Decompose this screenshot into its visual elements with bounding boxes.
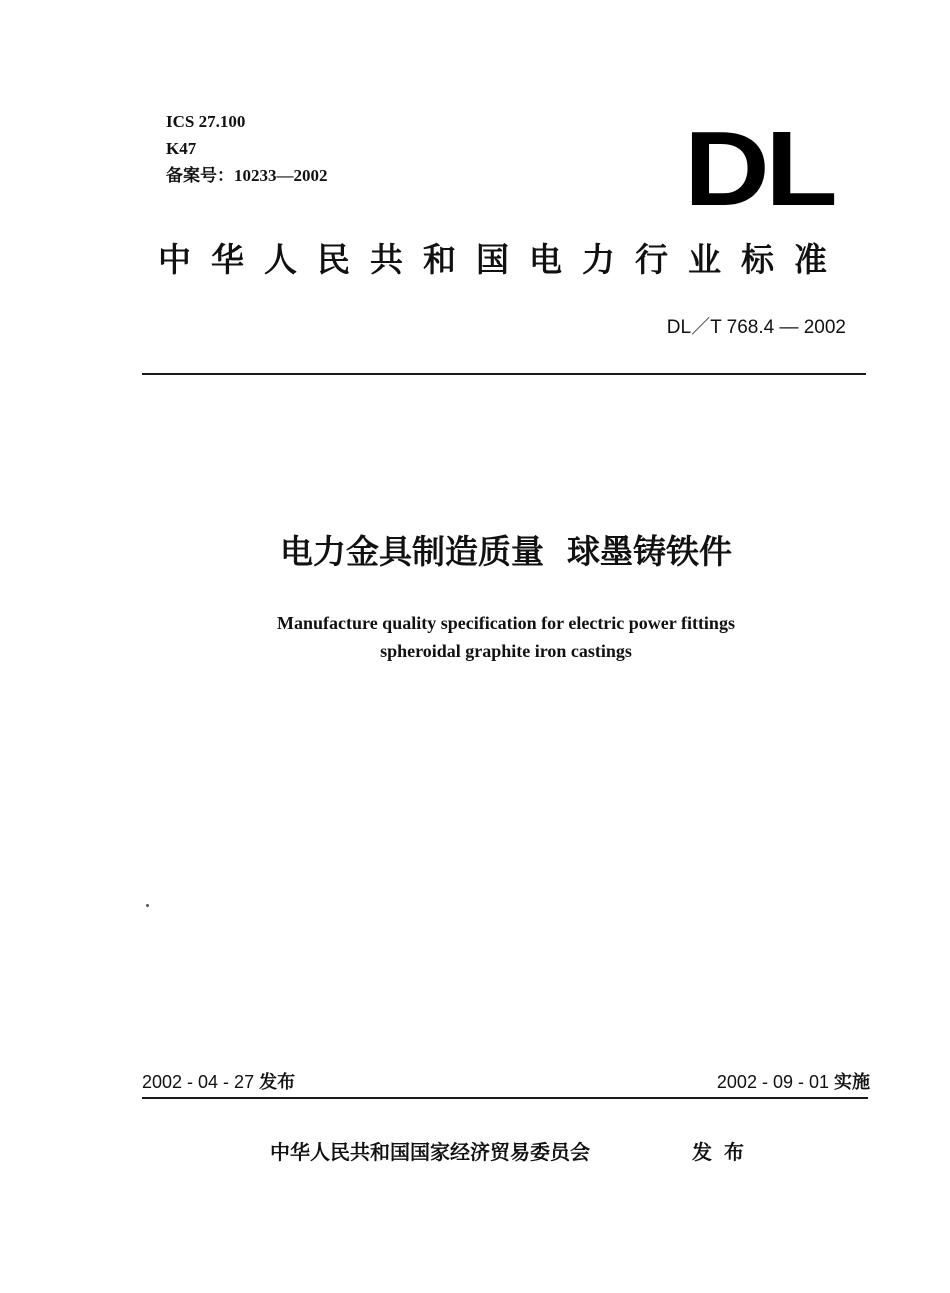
document-title-english-line2: spheroidal graphite iron castings: [380, 641, 632, 661]
issue-label: 发布: [259, 1072, 296, 1093]
publish-label: 发布: [692, 1140, 756, 1164]
bottom-divider: [142, 1097, 868, 1099]
standard-heading: 中华人民共和国电力行业标准: [158, 240, 847, 279]
standard-number: DL／T 768.4 — 2002: [666, 317, 846, 338]
ics-code: ICS 27.100: [166, 112, 246, 131]
scan-speck: [146, 904, 149, 907]
record-number: 10233—2002: [234, 166, 328, 185]
issue-date: 2002 - 04 - 27: [142, 1072, 255, 1092]
classification-code: K47: [166, 139, 197, 158]
document-title-chinese: 电力金具制造质量 球墨铸铁件: [280, 532, 732, 571]
top-divider: [142, 373, 866, 375]
publisher-name: 中华人民共和国国家经济贸易委员会: [270, 1140, 590, 1164]
implementation-date: 2002 - 09 - 01: [716, 1072, 829, 1092]
issue-date-line: [142, 1070, 295, 1095]
document-title-english-line1: Manufacture quality specification for electric power fittings: [277, 613, 735, 633]
record-number-line: [166, 166, 328, 186]
dl-logo: DL: [684, 128, 834, 210]
implementation-label: 实施: [834, 1072, 870, 1093]
record-label: 备案号：: [166, 166, 234, 185]
implementation-date-line: [717, 1070, 870, 1095]
